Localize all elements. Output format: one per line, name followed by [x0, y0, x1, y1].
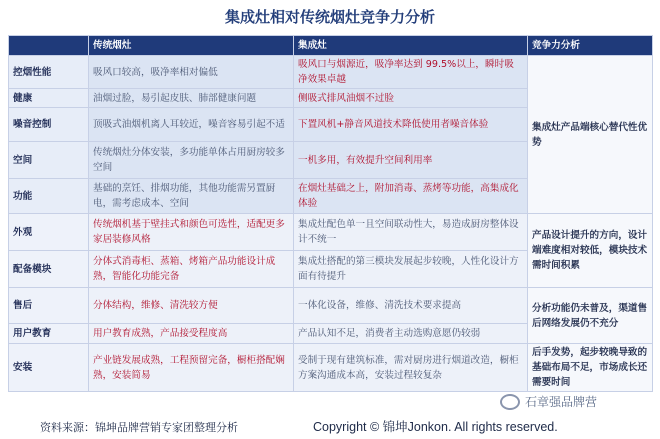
wechat-logo-icon — [500, 394, 520, 410]
integrated-cell: 吸风口与烟源近，吸净率达到 99.5%以上，瞬时吸净效果卓越 — [294, 56, 528, 89]
row-category: 功能 — [9, 179, 89, 214]
traditional-cell: 传统烟机基于壁挂式和颜色可选性，适配更多家居装修风格 — [89, 214, 294, 251]
integrated-cell: 在烟灶基础之上，附加消毒、蒸烤等功能，高集成化体验 — [294, 179, 528, 214]
table-row — [9, 288, 653, 324]
header-analysis: 竞争力分析 — [528, 36, 653, 56]
traditional-cell: 分体式消毒柜、蒸箱、烤箱产品功能设计成熟，智能化功能完备 — [89, 251, 294, 288]
analysis-cell: 产品设计提升的方向，设计端难度相对较低，模块技术需时间积累 — [528, 214, 653, 288]
row-category: 配备模块 — [9, 251, 89, 288]
integrated-cell: 侧吸式排风油烟不过脸 — [294, 89, 528, 108]
traditional-cell: 顶吸式油烟机离人耳较近，噪音容易引起不适 — [89, 108, 294, 142]
traditional-cell: 分体结构，维修、清洗较方便 — [89, 288, 294, 324]
integrated-cell: 受制于现有建筑标准，需对厨房进行烟道改造，橱柜方案沟通成本高，安装过程较复杂 — [294, 344, 528, 392]
integrated-cell: 一体化设备，维修、清洗技术要求提高 — [294, 288, 528, 324]
table-row — [9, 214, 653, 251]
integrated-cell: 集成灶配色单一且空间联动性大，易造成厨房整体设计不统一 — [294, 214, 528, 251]
table-row — [9, 56, 653, 89]
analysis-cell: 集成灶产品端核心替代性优势 — [528, 56, 653, 214]
row-category: 空间 — [9, 142, 89, 179]
integrated-cell: 集成灶搭配的第三模块发展起步较晚，人性化设计方面有待提升 — [294, 251, 528, 288]
row-category: 健康 — [9, 89, 89, 108]
traditional-cell: 油烟过脸，易引起皮肤、肺部健康问题 — [89, 89, 294, 108]
row-category: 控烟性能 — [9, 56, 89, 89]
traditional-cell: 吸风口较高，吸净率相对偏低 — [89, 56, 294, 89]
row-category: 售后 — [9, 288, 89, 324]
source-note: 资料来源：锦坤品牌营销专家团整理分析 — [40, 421, 238, 434]
table-header-row — [9, 36, 653, 56]
page-title: 集成灶相对传统烟灶竞争力分析 — [224, 8, 435, 26]
watermark-text: 石章强品牌营 — [525, 395, 598, 409]
traditional-cell: 传统烟灶分体安装，多功能单体占用厨房较多空间 — [89, 142, 294, 179]
analysis-cell: 后手发势，起步较晚导致的基础布局不足，市场成长还需要时间 — [528, 344, 653, 392]
header-integrated: 集成灶 — [294, 36, 528, 56]
traditional-cell: 基础的烹饪、排烟功能，其他功能需另置厨电，需考虑成本、空间 — [89, 179, 294, 214]
row-category: 外观 — [9, 214, 89, 251]
copyright-note: Copyright © 锦坤Jonkon. All rights reserved. — [313, 420, 558, 434]
integrated-cell: 产品认知不足，消费者主动选购意愿仍较弱 — [294, 324, 528, 344]
analysis-cell: 分析功能仍未普及，渠道售后网络发展仍不充分 — [528, 288, 653, 344]
row-category: 噪音控制 — [9, 108, 89, 142]
integrated-cell: 一机多用，有效提升空间利用率 — [294, 142, 528, 179]
header-traditional: 传统烟灶 — [89, 36, 294, 56]
integrated-cell: 下置风机+静音风道技术降低使用者噪音体验 — [294, 108, 528, 142]
row-category: 用户教育 — [9, 324, 89, 344]
traditional-cell: 产业链发展成熟，工程预留完备，橱柜搭配娴熟，安装简易 — [89, 344, 294, 392]
table-row — [9, 344, 653, 392]
watermark — [500, 393, 597, 410]
comparison-table — [8, 35, 653, 392]
traditional-cell: 用户教育成熟，产品接受程度高 — [89, 324, 294, 344]
header-category — [9, 36, 89, 56]
row-category: 安装 — [9, 344, 89, 392]
